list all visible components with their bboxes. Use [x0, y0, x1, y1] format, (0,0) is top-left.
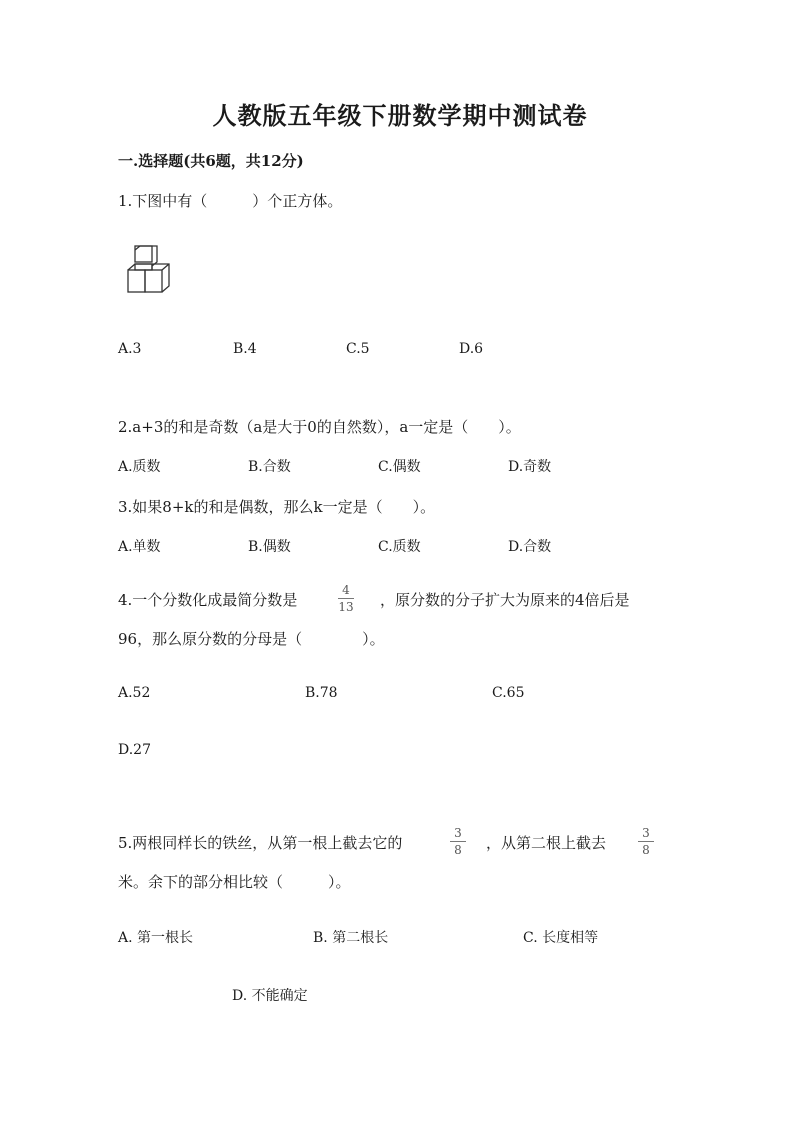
fraction-bar [638, 841, 654, 842]
fraction-numerator: 3 [642, 826, 650, 840]
question-4-text-part3: 96，那么原分数的分母是（ ）。 [118, 630, 385, 648]
section-heading: 一.选择题(共6题，共12分) [118, 152, 304, 170]
fraction-numerator: 3 [454, 826, 462, 840]
fraction-denominator: 8 [454, 843, 462, 857]
q5-option-d: D. 不能确定 [232, 988, 308, 1004]
q1-option-a: A.3 [118, 341, 142, 357]
question-2-text: 2.a+3的和是奇数（a是大于0的自然数），a一定是（ ）。 [118, 418, 521, 436]
question-4-text-part2: ，原分数的分子扩大为原来的4倍后是 [380, 591, 630, 609]
q4-option-d: D.27 [118, 742, 151, 758]
fraction-numerator: 4 [342, 583, 350, 597]
q5-option-c: C. 长度相等 [523, 930, 599, 946]
q3-option-a: A.单数 [118, 539, 161, 555]
q1-option-d: D.6 [459, 341, 484, 357]
question-5-text-part3: 米。余下的部分相比较（ ）。 [118, 873, 351, 891]
q5-option-b: B. 第二根长 [313, 930, 389, 946]
question-3-text: 3.如果8+k的和是偶数，那么k一定是（ ）。 [118, 498, 436, 516]
q2-option-d: D.奇数 [508, 459, 552, 475]
q4-option-c: C.65 [492, 685, 525, 701]
cube-figure [126, 244, 176, 296]
q3-option-c: C.质数 [378, 539, 421, 555]
question-5-text-part1: 5.两根同样长的铁丝，从第一根上截去它的 [118, 834, 403, 852]
fraction-denominator: 8 [642, 843, 650, 857]
fraction-3-8-second [638, 826, 654, 857]
q2-option-a: A.质数 [118, 459, 161, 475]
q3-option-d: D.合数 [508, 539, 552, 555]
q4-option-a: A.52 [118, 685, 151, 701]
q2-option-c: C.偶数 [378, 459, 421, 475]
fraction-bar [338, 598, 354, 599]
fraction-4-13 [338, 583, 354, 614]
q4-option-b: B.78 [305, 685, 338, 701]
q1-option-c: C.5 [346, 341, 370, 357]
q1-option-b: B.4 [233, 341, 257, 357]
question-4-text-part1: 4.一个分数化成最简分数是 [118, 591, 298, 609]
q5-option-a: A. 第一根长 [118, 930, 194, 946]
q2-option-b: B.合数 [248, 459, 291, 475]
fraction-denominator: 13 [338, 600, 354, 614]
page-title: 人教版五年级下册数学期中测试卷 [212, 101, 588, 130]
q3-option-b: B.偶数 [248, 539, 291, 555]
fraction-bar [450, 841, 466, 842]
fraction-3-8-first [450, 826, 466, 857]
question-1-text: 1.下图中有（ ）个正方体。 [118, 192, 343, 210]
question-5-text-part2: ，从第二根上截去 [486, 834, 607, 852]
